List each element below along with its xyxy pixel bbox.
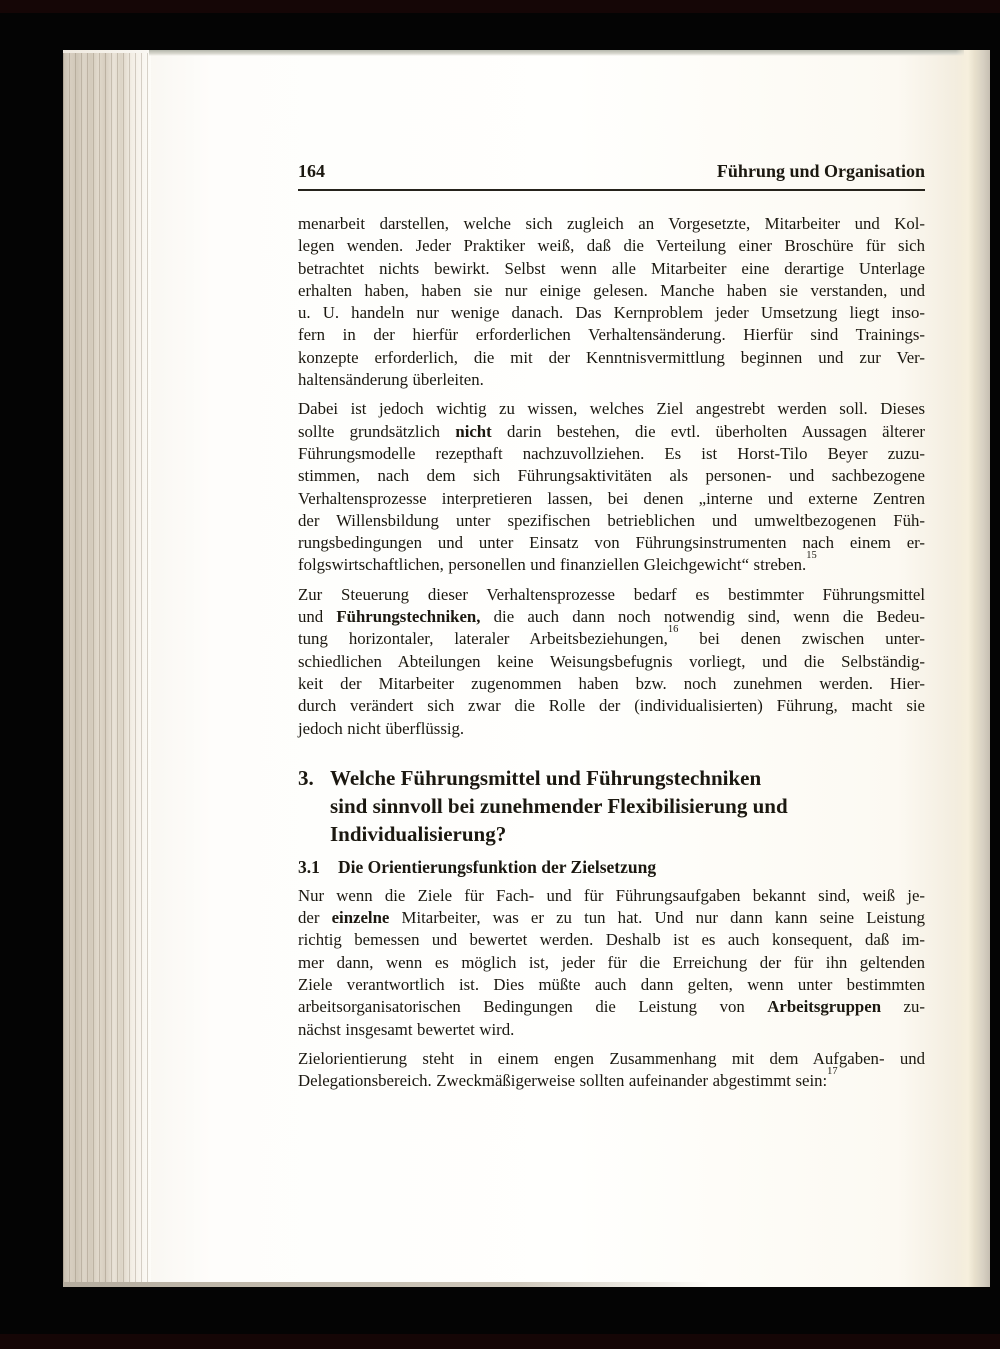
text-line: Delegationsbereich. Zweckmäßigerweise sollten aufeinander abgestimmt sein:$^{17}$ [298,1065,838,1091]
text-line: stimmen, nach dem sich Führungsaktivitäten als personen- und sachbezogene [298,466,925,486]
footnote-reference: 15 [806,549,817,561]
text-line: u. U. handeln nur wenige danach. Das Kernproblem jeder Umsetzung liegt inso- [298,303,925,323]
running-title: Führung und Organisation [716,161,925,181]
scan-bottom-bar [0,1334,1000,1349]
section-heading [298,764,925,848]
header-rule [298,189,925,191]
text-line: arbeitsorganisatorischen Bedingungen die Leistung von Arbeitsgruppen zu- [298,997,925,1017]
text-line: Dabei ist jedoch wichtig zu wissen, welches Ziel angestrebt werden soll. Dieses [298,399,925,419]
footnote-reference: 16 [667,623,679,635]
page-edge-bottom [63,1282,712,1287]
heading-line: sind sinnvoll bei zunehmender Flexibilisierung und [330,793,788,818]
text-line: Führungsmodelle rezepthaft nachzuvollziehen. Es ist Horst-Tilo Beyer zuzu- [298,443,925,463]
text-line: Verhaltensprozesse interpretieren lassen, bei denen „interne und externe Zentren [298,488,925,508]
text-line: richtig bemessen und bewertet werden. Deshalb ist es auch konsequent, daß im- [298,930,925,950]
text-line: Nur wenn die Ziele für Fach- und für Führungsaufgaben bekannt sind, weiß je- [298,885,925,905]
paragraph-1 [298,213,925,391]
subsection-heading-text: Die Orientierungsfunktion der Zielsetzung [338,856,657,877]
paragraph-3 [298,584,925,740]
text-line: nächst insgesamt bewertet wird. [298,1019,515,1039]
text-line: fern in der hierfür erforderlichen Verhaltensänderung. Hierfür sind Trainings- [298,325,925,345]
scan-top-bar [0,0,1000,13]
text-line: und Führungstechniken, die auch dann noch notwendig sind, wenn die Bedeu- [298,607,925,627]
text-line: folgswirtschaftlichen, personellen und finanziellen Gleichgewicht“ streben.$^{15}$ [298,549,817,575]
section-heading-text [330,764,925,848]
section-number: 3. [298,765,314,790]
paragraph-5 [298,1048,925,1093]
heading-line: Welche Führungsmittel und Führungstechniken [330,765,762,790]
book-page [63,50,990,1287]
text-line: jedoch nicht überflüssig. [298,718,465,738]
text-line: tung horizontaler, lateraler Arbeitsbeziehungen,$^{16}$ bei denen zwischen unter- [298,623,925,649]
text-line: der Willensbildung unter spezifischen betrieblichen und umweltbezogenen Füh- [298,510,925,530]
text-line: konzepte erforderlich, die mit der Kenntnisvermittlung beginnen und zur Ver- [298,347,925,367]
paragraph-2 [298,398,925,576]
text-line: schiedlichen Abteilungen keine Weisungsbefugnis vorliegt, und die Selbständig- [298,651,925,671]
text-line: keit der Mitarbeiter zugenommen haben bzw. noch zunehmen werden. Hier- [298,673,925,693]
text-line: erhalten haben, haben sie nur einige gelesen. Manche haben sie verstanden, und [298,280,925,300]
text-line: Zur Steuerung dieser Verhaltensprozesse bedarf es bestimmter Führungsmittel [298,584,925,604]
page-number: 164 [298,161,325,181]
text-line: durch verändert sich zwar die Rolle der (individualisierten) Führung, macht sie [298,696,925,716]
text-line: der einzelne Mitarbeiter, was er zu tun hat. Und nur dann kann seine Leistung [298,908,925,928]
text-line: rungsbedingungen und unter Einsatz von Führungsinstrumenten nach einem er- [298,533,925,553]
text-line: mer dann, wenn es möglich ist, jeder für die Erreichung der für ihn geltenden [298,952,925,972]
paragraph-4 [298,885,925,1041]
text-line: sollte grundsätzlich nicht darin bestehen, die evtl. überholten Aussagen älterer [298,421,925,441]
page-edge-stack-left [63,53,151,1285]
text-line: legen wenden. Jeder Praktiker weiß, daß die Verteilung einer Broschüre für sich [298,236,925,256]
text-line: haltensänderung überleiten. [298,370,484,390]
text-line: Ziele verantwortlich ist. Dies müßte auch dann gelten, wenn unter bestimmten [298,975,925,995]
page-header [298,160,925,182]
text-column [298,50,925,1093]
page-edge-right [956,50,990,1287]
text-line: menarbeit darstellen, welche sich zugleich an Vorgesetzte, Mitarbeiter und Kol- [298,214,925,233]
footnote-reference: 17 [827,1065,838,1077]
text-line: Zielorientierung steht in einem engen Zusammenhang mit dem Aufgaben- und [298,1048,925,1068]
subsection-number: 3.1 [298,856,320,877]
text-line: betrachtet nichts bewirkt. Selbst wenn alle Mitarbeiter eine derartige Unterlage [298,258,925,278]
subsection-heading [298,856,925,878]
heading-line: Individualisierung? [330,821,507,846]
